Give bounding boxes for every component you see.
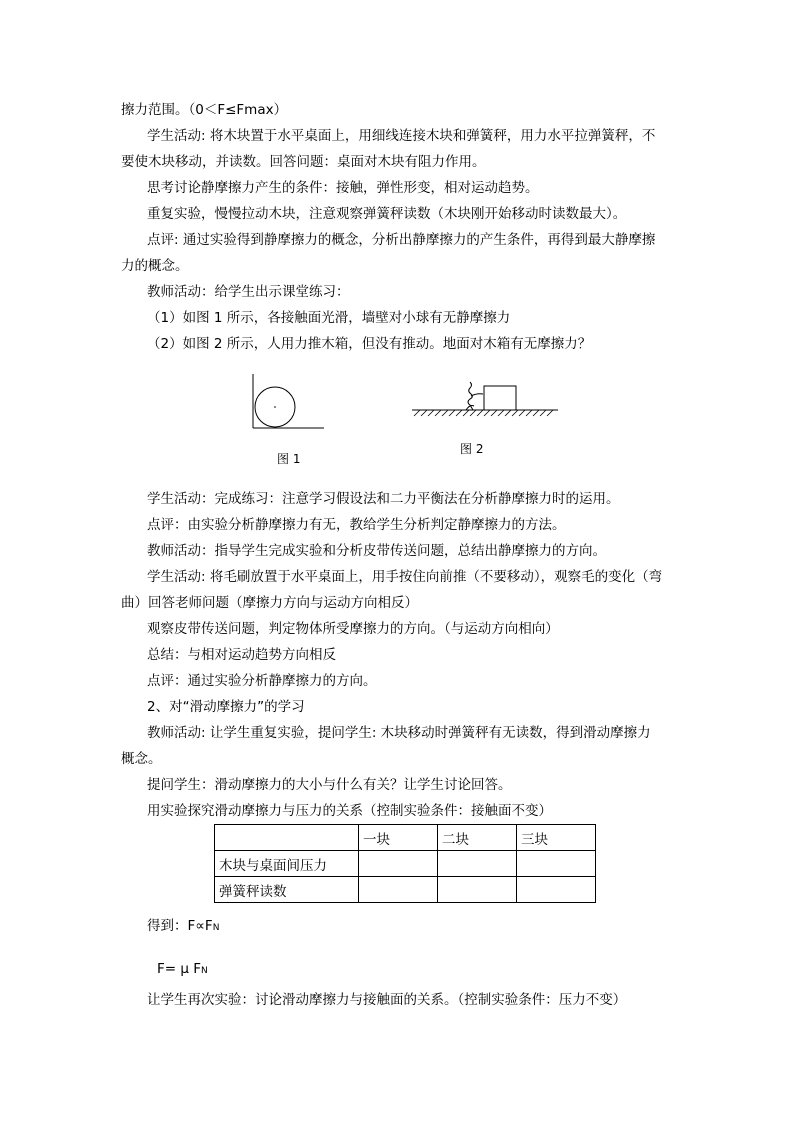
text-line: 要使木块移动，并读数。回答问题：桌面对木块有阻力作用。 xyxy=(121,154,486,170)
text-line: 观察皮带传送问题，判定物体所受摩擦力的方向。（与运动方向相向） xyxy=(147,621,559,637)
text-line: 总结：与相对运动趋势方向相反 xyxy=(147,647,336,663)
text-line: 曲）回答老师问题（摩擦力方向与运动方向相反） xyxy=(121,595,418,611)
text-line: 学生活动: 将毛刷放置于水平桌面上，用手按住向前推（不要移动），观察毛的变化（弯 xyxy=(147,569,663,585)
text-line: 学生活动: 将木块置于水平桌面上，用细线连接木块和弹簧秤，用力水平拉弹簧秤，不 xyxy=(147,128,656,144)
figure-1-diagram xyxy=(250,374,326,434)
text-line: 用实验探究滑动摩擦力与压力的关系（控制实验条件：接触面不变） xyxy=(147,803,552,819)
formula-friction xyxy=(157,960,208,980)
formula-subscript: N xyxy=(212,923,220,933)
text-line: 教师活动: 让学生重复实验，提问学生: 木块移动时弹簧秤有无读数，得到滑动摩擦力 xyxy=(147,725,651,741)
text-line: 提问学生：滑动摩擦力的大小与什么有关？让学生讨论回答。 xyxy=(147,777,512,793)
text-line: 点评：通过实验分析静摩擦力的方向。 xyxy=(147,673,377,689)
section-heading: 2、对“滑动摩擦力”的学习 xyxy=(147,699,305,715)
table-row xyxy=(215,851,596,877)
text-line: 点评：由实验分析静摩擦力有无，教给学生分析判定静摩擦力的方法。 xyxy=(147,517,566,533)
table-cell xyxy=(359,851,438,877)
table-header-cell xyxy=(215,825,359,851)
table-header-cell: 一块 xyxy=(359,825,438,851)
figure-2-caption: 图 2 xyxy=(460,442,484,456)
experiment-table xyxy=(214,824,596,903)
table-cell xyxy=(438,851,517,877)
text-line: 教师活动：给学生出示课堂练习： xyxy=(147,284,350,300)
text-line: 思考讨论静摩擦力产生的条件：接触，弹性形变，相对运动趋势。 xyxy=(147,180,539,196)
text-line: 点评: 通过实验得到静摩擦力的概念，分析出静摩擦力的产生条件，再得到最大静摩擦 xyxy=(147,232,656,248)
text-line: （1）如图 1 所示，各接触面光滑，墙壁对小球有无静摩擦力 xyxy=(147,310,511,326)
table-cell: 弹簧秤读数 xyxy=(215,877,359,903)
table-cell: 木块与桌面间压力 xyxy=(215,851,359,877)
table-header-cell: 二块 xyxy=(438,825,517,851)
table-cell xyxy=(438,877,517,903)
table-header-cell: 三块 xyxy=(517,825,596,851)
text-line: 让学生再次实验：讨论滑动摩擦力与接触面的关系。（控制实验条件：压力不变） xyxy=(147,992,627,1008)
table-cell xyxy=(517,851,596,877)
text-line: 擦力范围。（0＜F≤Fmax） xyxy=(121,102,288,118)
table-header-row xyxy=(215,825,596,851)
figure-2-diagram xyxy=(408,378,568,422)
table-cell xyxy=(517,877,596,903)
table-cell xyxy=(359,877,438,903)
text-line: 重复实验，慢慢拉动木块，注意观察弹簧秤读数（木块刚开始移动时读数最大）。 xyxy=(147,206,627,222)
text-line: 概念。 xyxy=(121,751,162,767)
text-line: 力的概念。 xyxy=(121,258,189,274)
figure-1-caption: 图 1 xyxy=(277,452,301,466)
text-line: 教师活动：指导学生完成实验和分析皮带传送问题，总结出静摩擦力的方向。 xyxy=(147,543,606,559)
formula-text: F= μ F xyxy=(157,961,202,977)
text-line: 学生活动：完成练习：注意学习假设法和二力平衡法在分析静摩擦力时的运用。 xyxy=(147,491,620,507)
table-row xyxy=(215,877,596,903)
text-line: （2）如图 2 所示，人用力推木箱，但没有推动。地面对木箱有无摩擦力？ xyxy=(147,336,592,352)
formula-subscript: N xyxy=(201,966,208,976)
formula-text: 得到：F∝F xyxy=(147,918,213,934)
formula-proportional xyxy=(147,917,219,937)
